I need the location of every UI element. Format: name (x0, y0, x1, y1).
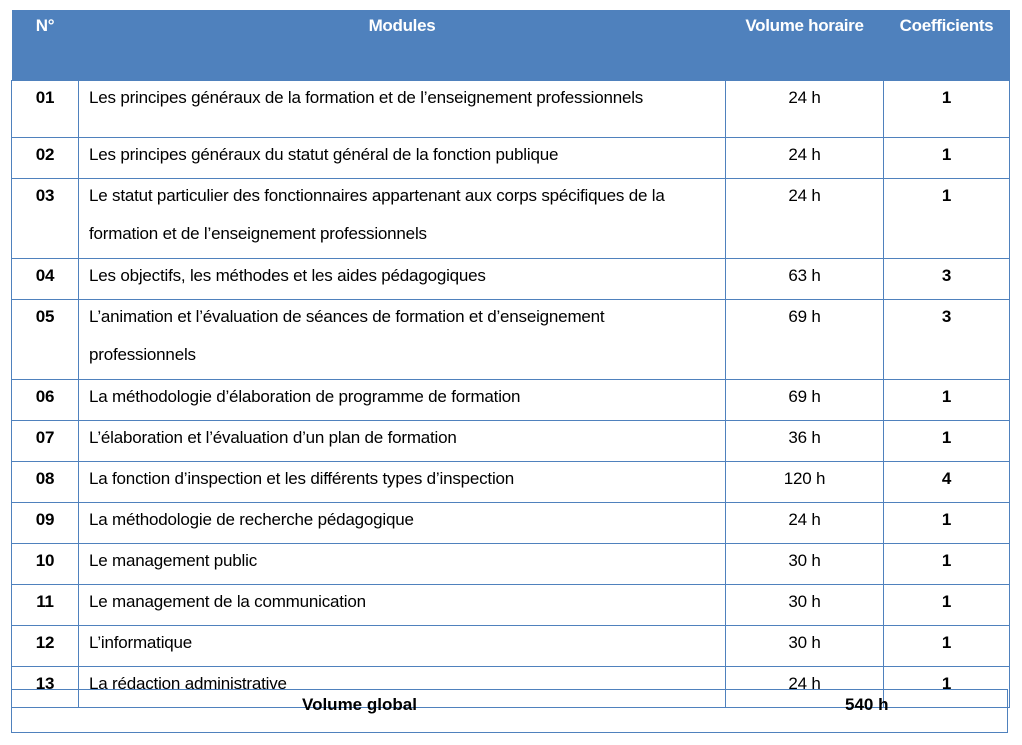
table-body (12, 81, 1010, 708)
header-coefficients: Coefficients (884, 10, 1010, 81)
row-coefficient (884, 259, 1010, 300)
row-coefficient (884, 544, 1010, 585)
row-number (12, 138, 79, 179)
total-row (11, 689, 1008, 733)
row-coefficient (884, 462, 1010, 503)
table-row (12, 626, 1010, 667)
row-number-text: 10 (35, 551, 55, 570)
row-volume-text: 30 h (788, 592, 821, 611)
row-number-text: 04 (35, 266, 55, 285)
row-module (79, 380, 726, 421)
row-volume (726, 300, 884, 380)
row-number (12, 462, 79, 503)
table-header (12, 10, 1010, 81)
row-volume (726, 544, 884, 585)
row-number-text: 11 (36, 592, 54, 611)
row-volume-text: 30 h (788, 633, 821, 652)
row-module (79, 179, 726, 259)
row-number-text: 01 (35, 88, 55, 107)
row-number (12, 585, 79, 626)
row-module (79, 544, 726, 585)
row-number-text: 02 (35, 145, 55, 164)
row-volume-text: 63 h (788, 266, 821, 285)
row-volume (726, 626, 884, 667)
table-row (12, 380, 1010, 421)
row-coefficient-text: 1 (941, 186, 952, 205)
modules-table-frame (11, 10, 1009, 708)
row-number-text: 07 (35, 428, 55, 447)
row-number (12, 544, 79, 585)
row-volume (726, 585, 884, 626)
row-coefficient-text: 1 (941, 145, 952, 164)
row-module-text: Les principes généraux de la formation et de l’enseignement professionnels (89, 88, 644, 107)
row-number-text: 13 (35, 674, 55, 693)
row-coefficient (884, 626, 1010, 667)
row-coefficient-text: 1 (941, 510, 952, 529)
row-module-text: La rédaction administrative (89, 674, 287, 693)
row-volume (726, 462, 884, 503)
row-coefficient-text: 1 (941, 633, 952, 652)
row-coefficient (884, 300, 1010, 380)
row-volume (726, 179, 884, 259)
header-volume: Volume horaire (726, 10, 884, 81)
row-number-text: 08 (35, 469, 55, 488)
row-coefficient (884, 81, 1010, 138)
row-module-text: Le management public (89, 551, 258, 570)
table-row (12, 503, 1010, 544)
table-row (12, 138, 1010, 179)
header-modules: Modules (79, 10, 726, 81)
row-volume (726, 138, 884, 179)
row-coefficient-text: 1 (941, 674, 952, 693)
row-coefficient-text: 3 (941, 266, 952, 285)
row-module-text: L’animation et l’évaluation de séances de formation et d’enseignement professionnels (89, 307, 605, 364)
row-module-text: L’élaboration et l’évaluation d’un plan de formation (89, 428, 457, 447)
row-module (79, 81, 726, 138)
row-coefficient-text: 4 (941, 469, 952, 488)
row-number-text: 09 (35, 510, 55, 529)
row-number-text: 06 (35, 387, 55, 406)
row-module (79, 626, 726, 667)
row-module-text: Le statut particulier des fonctionnaires appartenant aux corps spécifiques de la formation et de l’enseignement professionnels (89, 186, 665, 243)
row-volume-text: 24 h (788, 88, 821, 107)
table-row (12, 259, 1010, 300)
row-number-text: 12 (35, 633, 55, 652)
row-module-text: La méthodologie d’élaboration de programme de formation (89, 387, 521, 406)
modules-table (11, 10, 1010, 708)
row-volume (726, 81, 884, 138)
table-row (12, 421, 1010, 462)
total-value: 540 h (845, 695, 889, 714)
row-coefficient-text: 3 (941, 307, 952, 326)
row-coefficient (884, 380, 1010, 421)
row-number (12, 300, 79, 380)
row-number (12, 503, 79, 544)
row-number (12, 380, 79, 421)
row-volume-text: 24 h (788, 145, 821, 164)
row-number (12, 421, 79, 462)
row-module-text: Les principes généraux du statut général de la fonction publique (89, 145, 559, 164)
row-volume (726, 259, 884, 300)
row-volume (726, 380, 884, 421)
row-module (79, 421, 726, 462)
row-volume-text: 24 h (788, 186, 821, 205)
row-coefficient (884, 503, 1010, 544)
row-volume-text: 30 h (788, 551, 821, 570)
row-module (79, 503, 726, 544)
row-number (12, 179, 79, 259)
row-coefficient-text: 1 (941, 88, 952, 107)
row-volume-text: 24 h (788, 674, 821, 693)
row-module-text: La fonction d’inspection et les différents types d’inspection (89, 469, 515, 488)
row-number-text: 05 (35, 307, 55, 326)
table-row (12, 585, 1010, 626)
table-row (12, 300, 1010, 380)
row-module-text: La méthodologie de recherche pédagogique (89, 510, 414, 529)
row-coefficient-text: 1 (941, 387, 952, 406)
row-number (12, 81, 79, 138)
header-row (12, 10, 1010, 81)
row-coefficient (884, 585, 1010, 626)
row-coefficient-text: 1 (941, 428, 952, 447)
row-module-text: L’informatique (89, 633, 193, 652)
row-coefficient (884, 138, 1010, 179)
row-module (79, 300, 726, 380)
row-module (79, 585, 726, 626)
table-row (12, 462, 1010, 503)
row-volume (726, 503, 884, 544)
row-module (79, 259, 726, 300)
row-module (79, 462, 726, 503)
row-module-text: Les objectifs, les méthodes et les aides pédagogiques (89, 266, 486, 285)
row-volume (726, 421, 884, 462)
row-number-text: 03 (35, 186, 55, 205)
row-volume-text: 69 h (788, 387, 821, 406)
row-coefficient-text: 1 (941, 592, 952, 611)
header-num: N° (12, 10, 79, 81)
row-module-text: Le management de la communication (89, 592, 366, 611)
row-coefficient (884, 421, 1010, 462)
row-number (12, 259, 79, 300)
row-coefficient (884, 179, 1010, 259)
table-row (12, 81, 1010, 138)
row-volume-text: 36 h (788, 428, 821, 447)
total-label: Volume global (302, 695, 417, 714)
row-module (79, 138, 726, 179)
row-volume-text: 24 h (788, 510, 821, 529)
table-row (12, 544, 1010, 585)
row-coefficient-text: 1 (941, 551, 952, 570)
row-volume-text: 69 h (788, 307, 821, 326)
row-number (12, 626, 79, 667)
table-row (12, 179, 1010, 259)
row-volume-text: 120 h (783, 469, 826, 488)
